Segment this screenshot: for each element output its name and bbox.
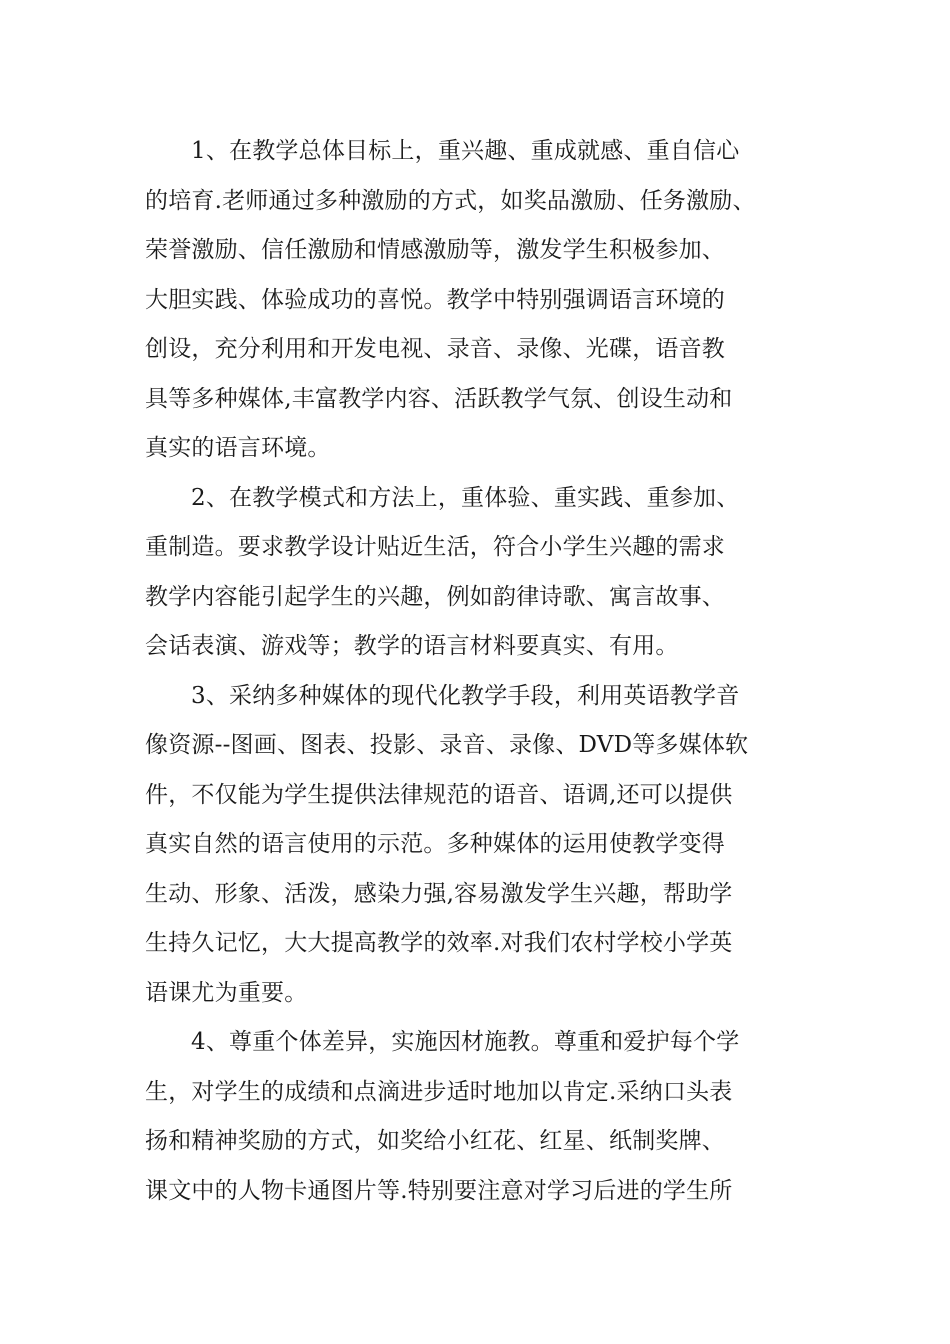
- text-line: 课文中的人物卡通图片等.特别要注意对学习后进的学生所: [145, 1177, 733, 1204]
- text-line: 真实的语言环境。: [145, 435, 331, 461]
- text-line: 2、在教学模式和方法上，重体验、重实践、重参加、: [191, 484, 740, 511]
- text-line: 的培育.老师通过多种激励的方式，如奖品激励、任务激励、: [145, 187, 756, 214]
- text-line: 生，对学生的成绩和点滴进步适时地加以肯定.采纳口头表: [145, 1078, 733, 1105]
- text-line: 扬和精神奖励的方式，如奖给小红花、红星、纸制奖牌、: [145, 1128, 725, 1154]
- text-line: 语课尤为重要。: [145, 979, 308, 1006]
- text-line: 件，不仅能为学生提供法律规范的语音、语调,还可以提供: [145, 781, 733, 808]
- text-line: 教学内容能引起学生的兴趣，例如韵律诗歌、寓言故事、: [145, 583, 725, 610]
- text-line: 1、在教学总体目标上，重兴趣、重成就感、重自信心: [191, 138, 740, 164]
- text-line: 创设，充分利用和开发电视、录音、录像、光碟，语音教: [145, 336, 725, 362]
- document-body: [145, 127, 825, 1216]
- text-line: 像资源--图画、图表、投影、录音、录像、DVD等多媒体软: [145, 732, 749, 758]
- text-line: 具等多种媒体,丰富教学内容、活跃教学气氛、创设生动和: [145, 385, 733, 412]
- text-line: 会话表演、游戏等；教学的语言材料要真实、有用。: [145, 633, 679, 659]
- text-line: 3、采纳多种媒体的现代化教学手段，利用英语教学音: [191, 682, 740, 709]
- text-line: 荣誉激励、信任激励和情感激励等，激发学生积极参加、: [145, 237, 725, 263]
- text-line: 真实自然的语言使用的示范。多种媒体的运用使教学变得: [145, 831, 725, 857]
- text-line: 4、尊重个体差异，实施因材施教。尊重和爱护每个学: [191, 1029, 740, 1055]
- text-line: 生动、形象、活泼，感染力强,容易激发学生兴趣，帮助学: [145, 880, 733, 907]
- text-line: 大胆实践、体验成功的喜悦。教学中特别强调语言环境的: [145, 286, 725, 313]
- text-line: 重制造。要求教学设计贴近生活，符合小学生兴趣的需求: [145, 534, 725, 560]
- text-line: 生持久记忆，大大提高教学的效率.对我们农村学校小学英: [145, 930, 733, 956]
